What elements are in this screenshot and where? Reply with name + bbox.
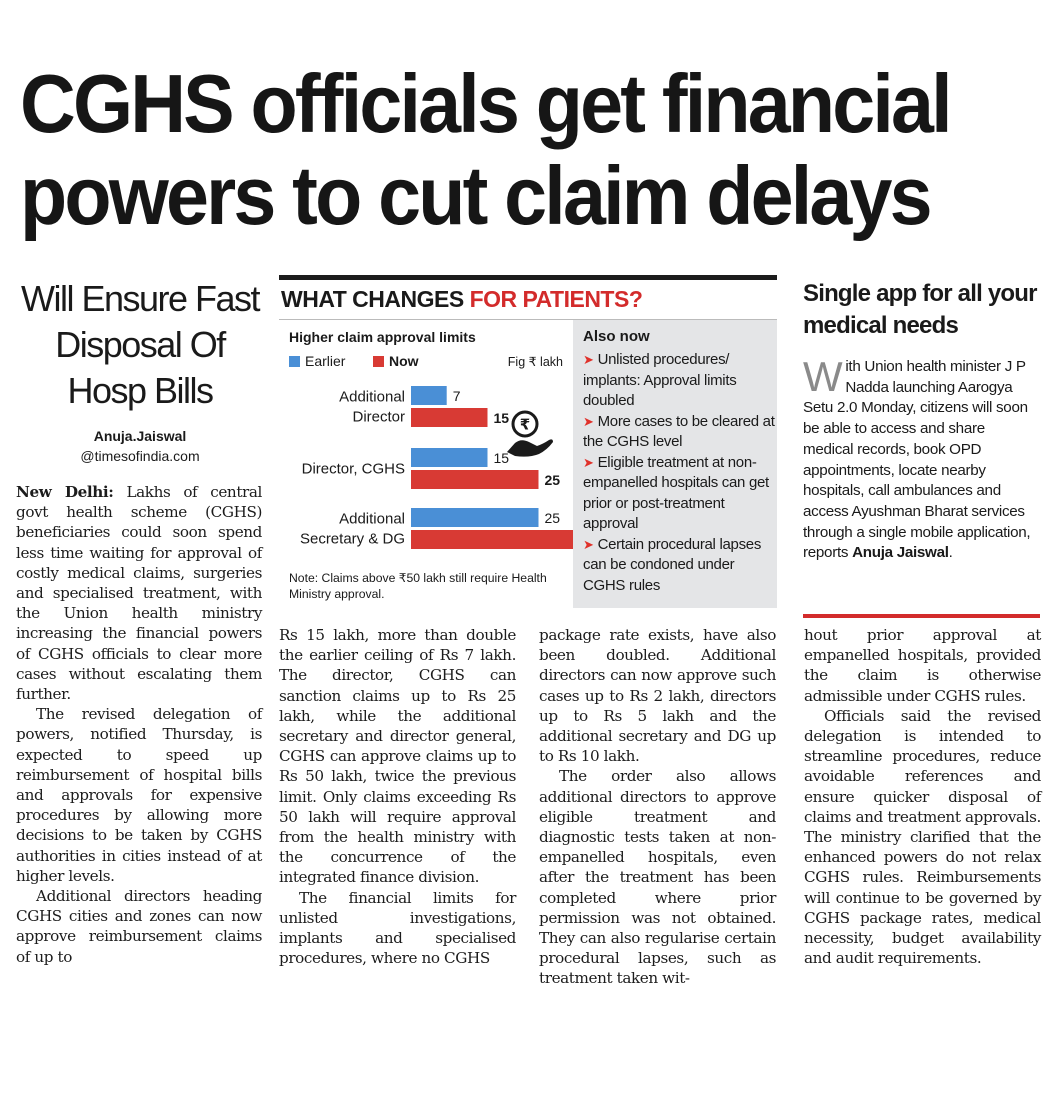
bar-value-label: 15 xyxy=(493,410,510,426)
infobox-title-accent: FOR PATIENTS? xyxy=(469,286,643,312)
arrow-icon: ➤ xyxy=(583,413,594,429)
sidebar-body: ith Union health minister J P Nadda launching Aarogya Setu 2.0 Monday, citizens will soon be able to access and share medical records, book OPD appointments, locate nearby hospitals, call ambulances and access Ayushman Bharat services through a single mobile application, reports xyxy=(803,358,1031,562)
bar-earlier xyxy=(411,386,447,405)
article-text: Lakhs of central govt health scheme (CGHS) beneficiaries could soon spend less time waiting for approval of costly medical claims, surgeries and specialised treatment, with the Union health ministry increasing the financial powers of CGHS officials to clear more cases without escalating them further. xyxy=(16,483,262,704)
arrow-icon: ➤ xyxy=(583,536,594,552)
also-now-title: Also now xyxy=(583,328,650,345)
sidebar-rule xyxy=(803,614,1040,618)
article-column-2 xyxy=(279,625,516,968)
infobox-title xyxy=(281,285,642,313)
also-now-item xyxy=(583,350,775,412)
bar-value-label: 25 xyxy=(544,510,561,526)
rupee-hand-icon xyxy=(507,412,553,457)
legend-label: Now xyxy=(389,353,419,369)
also-now-text: Unlisted procedures/ implants: Approval limits doubled xyxy=(583,351,737,409)
also-now-panel xyxy=(573,320,777,608)
bar-chart xyxy=(279,320,573,608)
bar-value-label: 15 xyxy=(493,450,510,466)
article-paragraph: package rate exists, have also been doubled. Additional directors can now approve such cases up to Rs 2 lakh, directors up to Rs 5 lakh and the additional secretary and DG up to Rs 10 lakh. xyxy=(539,626,776,766)
article-paragraph xyxy=(16,482,262,704)
category-label: Director xyxy=(352,408,405,426)
infobox-body xyxy=(279,319,777,608)
chart-note: Note: Claims above ₹50 lakh still require Health Ministry approval. xyxy=(289,571,547,601)
category-label: Additional xyxy=(339,510,405,528)
also-now-list xyxy=(583,350,775,596)
byline xyxy=(20,426,260,466)
sidebar-headline: Single app for all your medical needs xyxy=(803,280,1037,339)
category-label: Additional xyxy=(339,388,405,406)
article-paragraph: The revised delegation of powers, notified Thursday, is expected to speed up reimbursement of hospital bills and approvals for expensive procedures by allowing more decisions to be taken by CGHS authorities in cities instead of at higher levels. xyxy=(16,705,262,885)
dateline: New Delhi: xyxy=(16,483,114,501)
also-now-text: More cases to be cleared at the CGHS level xyxy=(583,412,775,450)
bar-now xyxy=(411,470,539,489)
svg-text:₹: ₹ xyxy=(519,415,531,434)
bar-now xyxy=(411,408,488,427)
article-paragraph: Rs 15 lakh, more than double the earlier ceiling of Rs 7 lakh. The director, CGHS can sanction claims up to Rs 25 lakh, while the additional secretary and director general, CGHS can approve claims up to Rs 50 lakh, twice the previous limit. Only claims exceeding Rs 50 lakh will require approval from the health ministry with the concurrence of the integrated finance division. xyxy=(279,626,516,887)
also-now-text: Certain procedural lapses can be condoned under CGHS rules xyxy=(583,535,762,594)
sidebar-end: . xyxy=(948,544,953,562)
legend-label: Earlier xyxy=(305,353,346,369)
arrow-icon: ➤ xyxy=(583,352,594,367)
bar-earlier xyxy=(411,508,539,527)
headline: CGHS officials get financial powers to cut claim delays xyxy=(20,57,950,242)
category-label: Secretary & DG xyxy=(299,530,405,548)
article-paragraph: The financial limits for unlisted investigations, implants and specialised procedures, where no CGHS xyxy=(279,888,516,968)
byline-name: Anuja.Jaiswal xyxy=(93,428,187,444)
subheadline: Will Ensure Fast Disposal Of Hosp Bills xyxy=(20,278,260,411)
infobox xyxy=(279,275,777,615)
drop-cap: W xyxy=(803,353,843,400)
sidebar-text xyxy=(803,353,1039,564)
arrow-icon: ➤ xyxy=(583,454,594,470)
infobox-title-main: WHAT CHANGES xyxy=(281,286,470,312)
also-now-item xyxy=(583,453,775,535)
category-label: Director, CGHS xyxy=(301,460,405,478)
also-now-text: Eligible treatment at non-empanelled hospitals can get prior or post-treatment approval xyxy=(583,453,769,532)
also-now-item xyxy=(583,535,775,597)
article-paragraph: The order also allows additional directors to approve eligible treatment and diagnostic tests taken at non-empanelled hospitals, even after the treatment has been completed where prior permission was not obtained. They can also regularise certain procedural lapses, such as treatment taken wit- xyxy=(539,767,776,988)
legend-swatch xyxy=(289,356,300,367)
chart-panel xyxy=(279,320,573,608)
byline-handle: @timesofindia.com xyxy=(80,448,200,464)
article-column-1 xyxy=(16,482,262,967)
unit-label: Fig ₹ lakh xyxy=(507,355,563,369)
article-column-4 xyxy=(804,625,1041,968)
infobox-top-rule xyxy=(279,275,777,280)
bar-earlier xyxy=(411,448,488,467)
bar-now xyxy=(411,530,573,549)
sidebar-reporter: Anuja Jaiswal xyxy=(852,544,949,562)
legend-swatch xyxy=(373,356,384,367)
article-paragraph: hout prior approval at empanelled hospitals, provided the claim is otherwise admissible under CGHS rules. xyxy=(804,626,1041,705)
article-column-3 xyxy=(539,625,776,989)
chart-title: Higher claim approval limits xyxy=(289,329,476,345)
bar-value-label: 25 xyxy=(544,472,561,488)
article-paragraph: Officials said the revised delegation is intended to streamline procedures, reduce avoidable references and ensure quicker disposal of claims and treatment approvals. The ministry clarified that the enhanced powers do not relax CGHS rules. Reimbursements will continue to be governed by CGHS package rates, medical necessity, budget availability and audit requirements. xyxy=(804,706,1041,968)
also-now-item xyxy=(583,412,775,453)
bar-value-label: 7 xyxy=(452,388,461,404)
article-paragraph: Additional directors heading CGHS cities and zones can now approve reimbursement claims of up to xyxy=(16,887,262,966)
